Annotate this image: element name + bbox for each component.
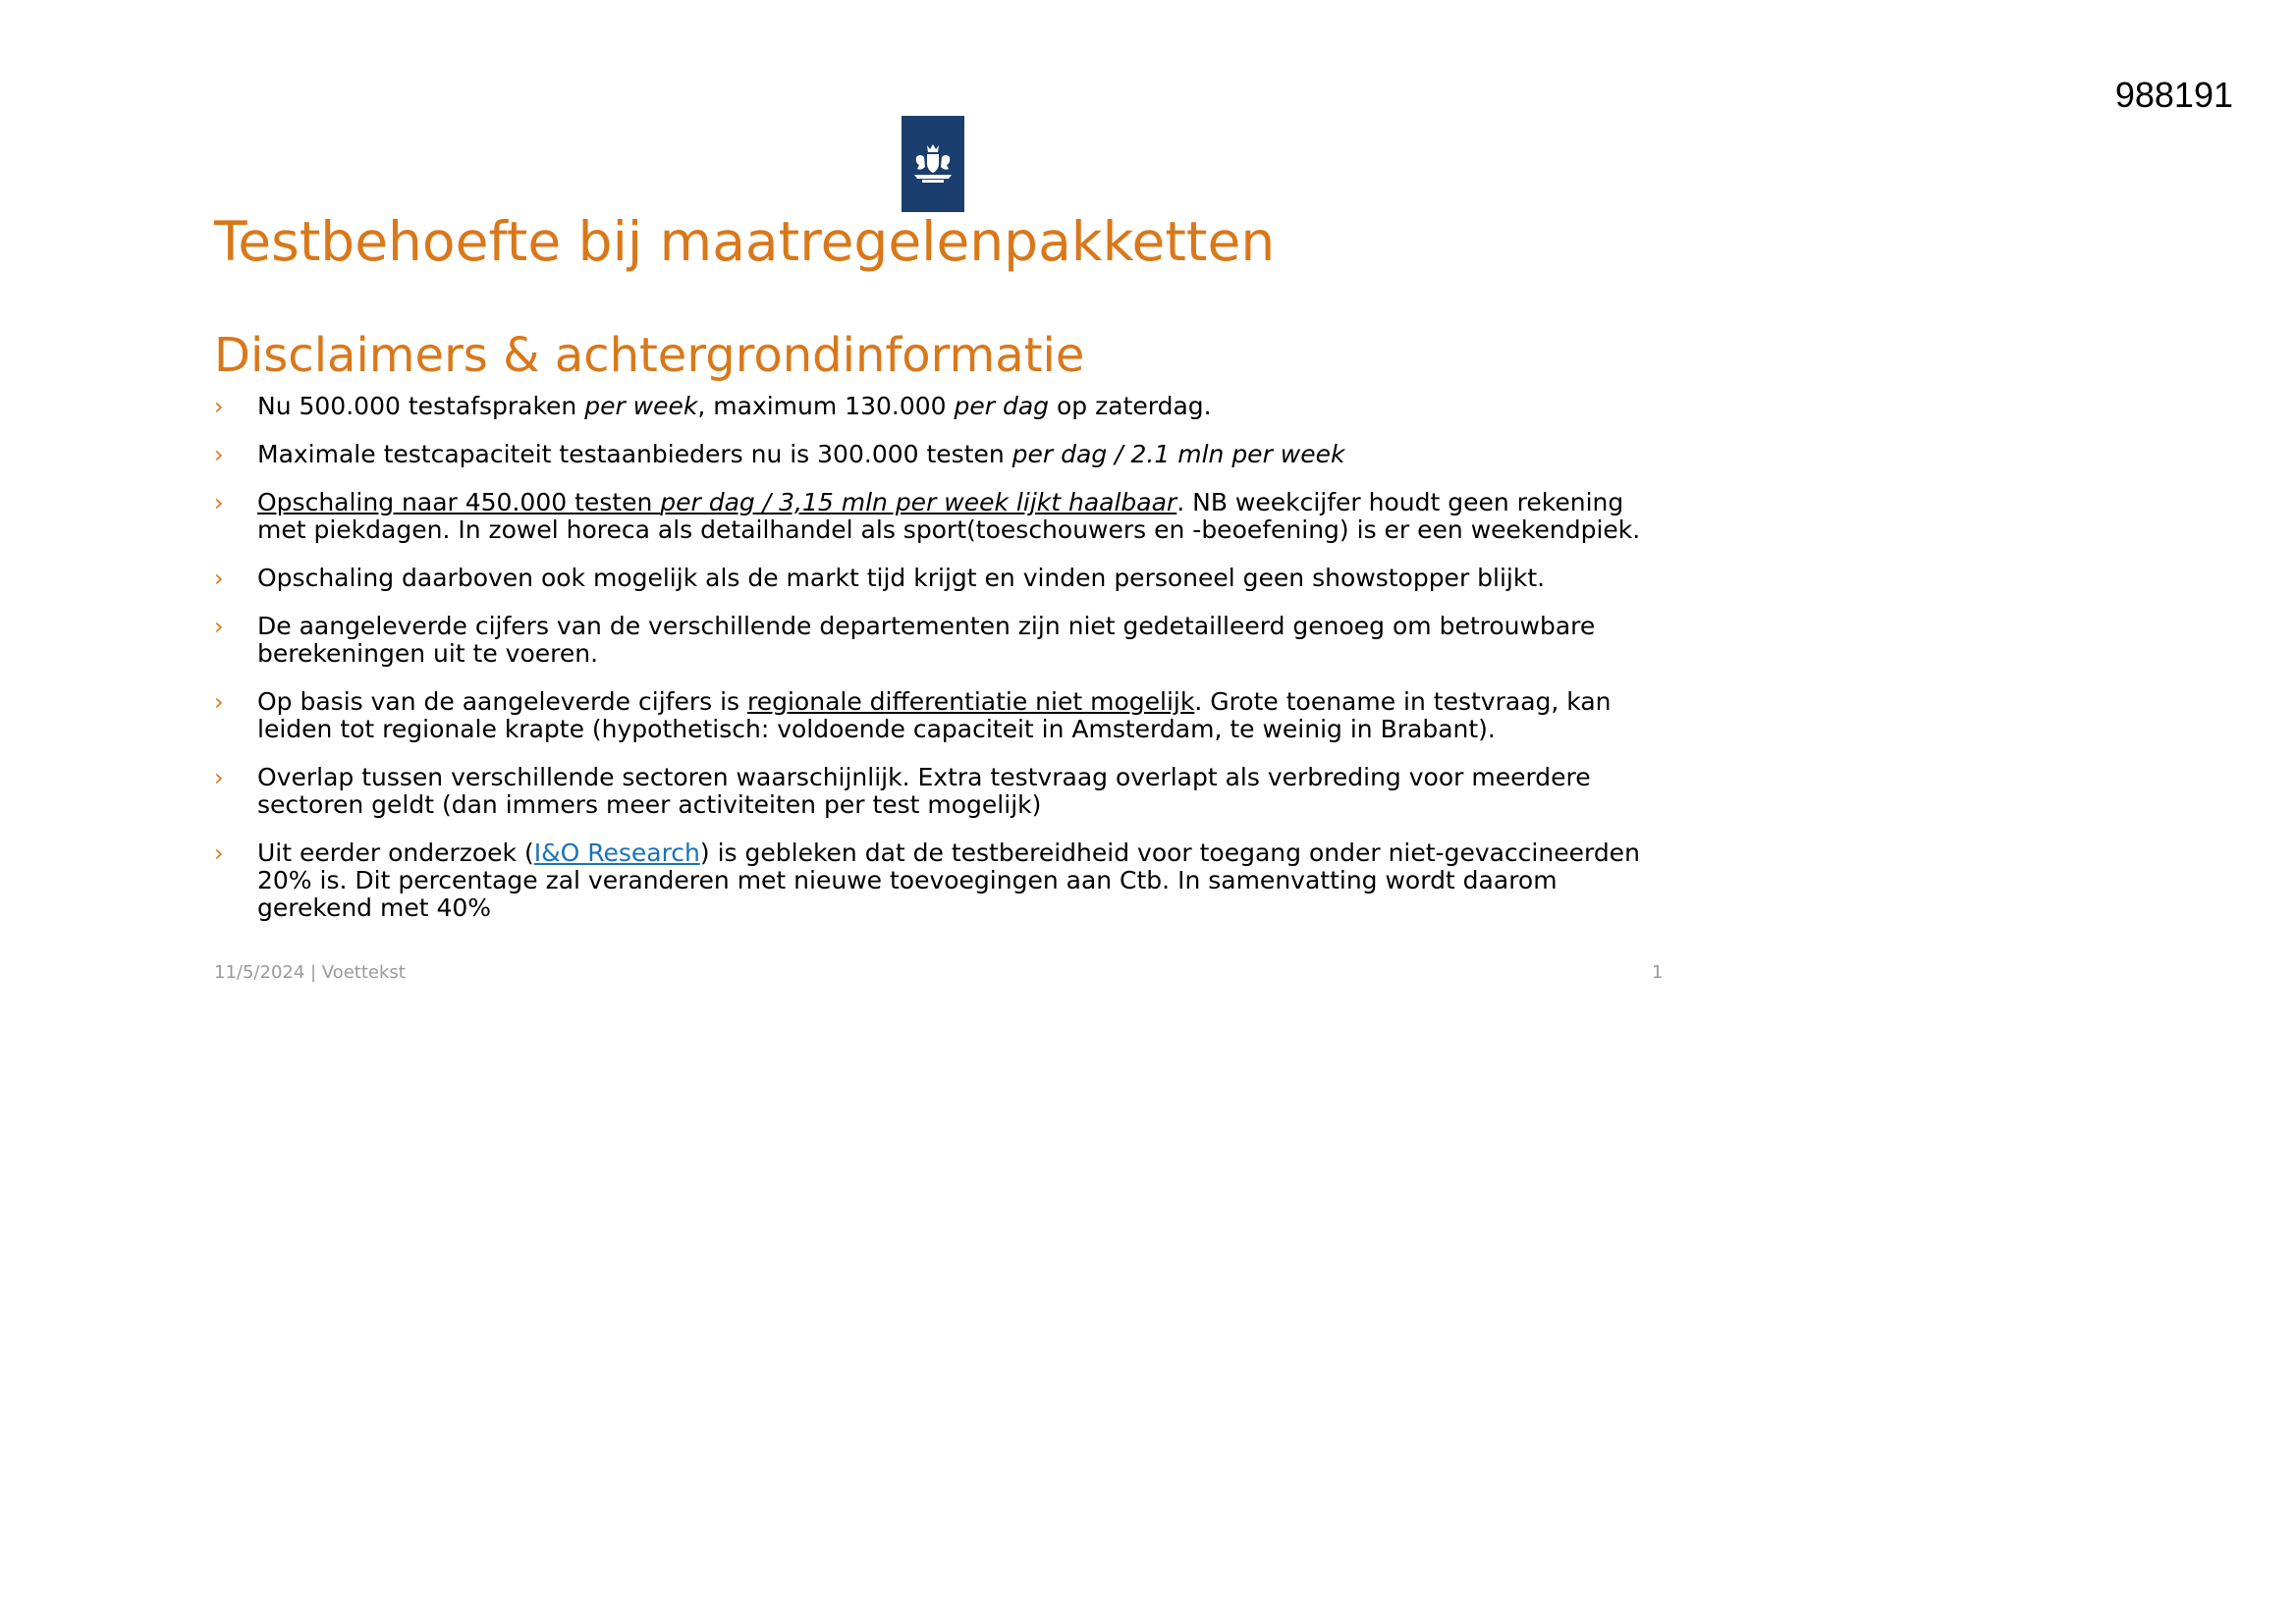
chevron-right-icon: › bbox=[214, 565, 224, 592]
list-item bbox=[214, 839, 1667, 922]
bullet-underlined-text: Opschaling naar 450.000 testen bbox=[257, 488, 661, 516]
list-item bbox=[214, 489, 1667, 544]
bullet-text: Maximale testcapaciteit testaanbieders nu is 300.000 testen bbox=[257, 440, 1012, 468]
bullet-text: , maximum 130.000 bbox=[697, 392, 955, 420]
section-subtitle: Disclaimers & achtergrondinformatie bbox=[214, 328, 1085, 383]
bullet-emphasis: per dag bbox=[954, 392, 1050, 420]
chevron-right-icon: › bbox=[214, 613, 224, 640]
chevron-right-icon: › bbox=[214, 393, 224, 420]
coat-of-arms-logo bbox=[902, 116, 964, 212]
bullet-text: Uit eerder onderzoek ( bbox=[257, 839, 534, 867]
bullet-text: . Grote toename in testvraag, kan leiden tot regionale krapte (hypothetisch: voldoende capaciteit in Amsterdam, te weinig in Brabant). bbox=[257, 687, 1612, 743]
bullet-underlined-emphasis: per dag / 3,15 mln per week lijkt haalbaar bbox=[660, 488, 1177, 516]
bullet-text: Op basis van de aangeleverde cijfers is bbox=[257, 687, 747, 716]
chevron-right-icon: › bbox=[214, 688, 224, 716]
bullet-text: Nu 500.000 testafspraken bbox=[257, 392, 585, 420]
footer-text: 11/5/2024 | Voettekst bbox=[214, 962, 406, 983]
list-item bbox=[214, 613, 1667, 668]
bullet-emphasis: per dag / 2.1 mln per week bbox=[1011, 440, 1345, 468]
chevron-right-icon: › bbox=[214, 764, 224, 791]
crest-icon bbox=[908, 141, 957, 187]
bullet-emphasis: per week bbox=[584, 392, 698, 420]
bullet-text: Opschaling daarboven ook mogelijk als de markt tijd krijgt en vinden personeel geen showstopper blijkt. bbox=[257, 564, 1546, 592]
bullet-list bbox=[214, 393, 1667, 943]
chevron-right-icon: › bbox=[214, 489, 224, 516]
io-research-link[interactable]: I&O Research bbox=[533, 839, 700, 867]
list-item bbox=[214, 565, 1667, 592]
bullet-text: ) is gebleken dat de testbereidheid voor toegang onder niet-gevaccineerden 20% is. Dit percentage zal veranderen met nieuwe toevoegingen aan Ctb. In samenvatting wordt daarom gerekend met 40% bbox=[257, 839, 1640, 922]
bullet-text: De aangeleverde cijfers van de verschillende departementen zijn niet gedetailleerd genoeg om betrouwbare berekeningen uit te voeren. bbox=[257, 612, 1596, 668]
list-item bbox=[214, 441, 1667, 468]
list-item bbox=[214, 688, 1667, 743]
list-item bbox=[214, 764, 1667, 819]
bullet-text: op zaterdag. bbox=[1049, 392, 1212, 420]
page-number: 1 bbox=[1652, 962, 1664, 983]
list-item bbox=[214, 393, 1667, 420]
bullet-underlined-text: regionale differentiatie niet mogelijk bbox=[747, 687, 1195, 716]
chevron-right-icon: › bbox=[214, 839, 224, 867]
chevron-right-icon: › bbox=[214, 441, 224, 468]
bullet-text: . NB weekcijfer houdt geen rekening met piekdagen. In zowel horeca als detailhandel als sport(toeschouwers en -beoefening) is er een weekendpiek. bbox=[257, 488, 1641, 544]
page-title: Testbehoefte bij maatregelenpakketten bbox=[214, 210, 1276, 273]
bullet-text: Overlap tussen verschillende sectoren waarschijnlijk. Extra testvraag overlapt als verbreding voor meerdere sectoren geldt (dan immers meer activiteiten per test mogelijk) bbox=[257, 763, 1591, 819]
document-id: 988191 bbox=[2114, 75, 2233, 115]
